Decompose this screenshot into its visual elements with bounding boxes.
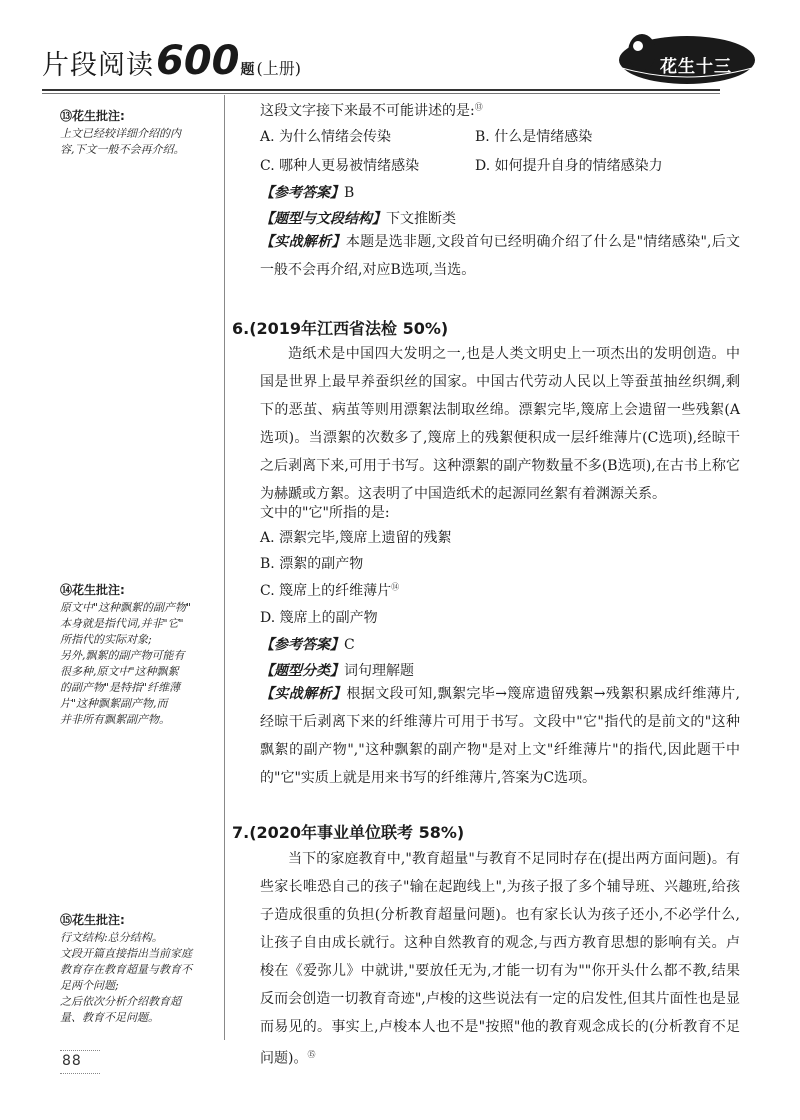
q6-analysis: [260, 680, 740, 792]
sidenote-line: 片"这种飘絮副产物,而: [60, 697, 168, 710]
type-label: 【题型分类】: [260, 663, 344, 679]
q6-option-a: A. 漂絮完毕,篾席上遗留的残絮: [260, 530, 452, 546]
analysis-label: 【实战解析】: [260, 686, 347, 702]
title-prefix: 片段阅读: [42, 50, 154, 81]
q5-option-a: A. 为什么情绪会传染: [260, 129, 392, 145]
q6-heading: 6.(2019年江西省法检 50%): [232, 319, 449, 338]
sidenote-line: 上文已经较详细介绍的内: [60, 127, 181, 140]
q5-option-c: C. 哪种人更易被情绪感染: [260, 158, 420, 174]
q5-question: [260, 100, 483, 120]
q5-options-row-1: [260, 126, 760, 146]
sidenote-line: 并非所有飘絮副产物。: [60, 713, 170, 726]
title-volume: (上册): [256, 59, 301, 78]
sidenote-line: 教育存在教育超量与教育不: [60, 963, 192, 976]
sidenote-title: ⑮花生批注:: [60, 913, 125, 927]
q6-option-c-text: C. 篾席上的纤维薄片: [260, 583, 392, 599]
sidenote-title: ⑬花生批注:: [60, 109, 125, 123]
q6-answer: [260, 634, 355, 654]
sidenote-line: 量、教育不足问题。: [60, 1011, 159, 1024]
sidenote-line: 的副产物"是特指"纤维薄: [60, 681, 181, 694]
answer-value: C: [344, 637, 355, 653]
sidenote-line: 本身就是指代词,并非"它": [60, 617, 184, 630]
sidenote-title: ⑭花生批注:: [60, 583, 125, 597]
note-ref-15: ⑮: [307, 1050, 316, 1059]
q5-option-b: B. 什么是情绪感染: [475, 129, 593, 145]
q5-option-d: D. 如何提升自身的情绪感染力: [475, 158, 663, 174]
sidenote-line: 行文结构:总分结构。: [60, 931, 163, 944]
sidenote-line: 另外,飘絮的副产物可能有: [60, 649, 185, 662]
q7-passage: [260, 845, 740, 1073]
header-rule: [42, 89, 720, 91]
page-number: 88: [62, 1053, 82, 1069]
answer-label: 【参考答案】: [260, 185, 344, 201]
header-rule-thin: [42, 93, 720, 94]
sidenote-line: 文段开篇直接指出当前家庭: [60, 947, 192, 960]
q5-analysis: [260, 228, 740, 284]
analysis-label: 【实战解析】: [260, 234, 346, 250]
book-title: [42, 38, 301, 88]
q6-option-d: D. 篾席上的副产物: [260, 610, 378, 626]
logo-text: 花生十三: [660, 57, 732, 77]
q6-question: 文中的"它"所指的是:: [260, 505, 390, 521]
type-value: 词句理解题: [344, 663, 414, 679]
q5-question-text: 这段文字接下来最不可能讲述的是:: [260, 103, 475, 119]
analysis-text: 根据文段可知,飘絮完毕→篾席遗留残絮→残絮积累成纤维薄片,经晾干后剥离下来的纤维薄片可用于书写。文段中"它"指代的是前文的"这种飘絮的副产物","这种飘絮的副产物"是对上文"纤维薄片"的指代,因此题干中的"它"实质上就是用来书写的纤维薄片,答案为C选项。: [260, 686, 740, 786]
answer-value: B: [344, 185, 355, 201]
q6-option-b: B. 漂絮的副产物: [260, 556, 364, 572]
sidenote-line: 足两个问题;: [60, 979, 119, 992]
title-unit: 题: [240, 62, 255, 78]
q5-options-row-2: [260, 155, 760, 175]
sidenote-line: 容,下文一般不会再介绍。: [60, 143, 185, 156]
type-label: 【题型与文段结构】: [260, 211, 386, 227]
type-value: 下文推断类: [386, 211, 456, 227]
sidenote-line: 很多种,原文中"这种飘絮: [60, 665, 179, 678]
q5-type: [260, 208, 456, 228]
sidenote-line: 之后依次分析介绍教育超: [60, 995, 181, 1008]
sidenote-line: 所指代的实际对象;: [60, 633, 152, 646]
sidenote-14: [60, 582, 218, 728]
q6-passage: 造纸术是中国四大发明之一,也是人类文明史上一项杰出的发明创造。中国是世界上最早养蚕织丝的国家。中国古代劳动人民以上等蚕茧抽丝织绸,剩下的恶茧、病茧等则用漂絮法制取丝绵。漂絮完毕,篾席上会遗留一些残絮(A选项)。当漂絮的次数多了,篾席上的残絮便积成一层纤维薄片(C选项),经晾干之后剥离下来,可用于书写。这种漂絮的副产物数量不多(B选项),在古书上称它为赫蹏或方絮。这表明了中国造纸术的起源同丝絮有着渊源关系。: [260, 346, 740, 502]
q7-heading: 7.(2020年事业单位联考 58%): [232, 823, 465, 842]
sidenote-line: 原文中"这种飘絮的副产物": [60, 601, 192, 614]
q6-option-c: [260, 580, 399, 600]
analysis-text: 本题是选非题,文段首句已经明确介绍了什么是"情绪感染",后文一般不会再介绍,对应B选项,当选。: [260, 234, 741, 278]
title-number: 600: [156, 38, 240, 84]
margin-divider: [224, 95, 225, 1040]
q6-type: [260, 660, 414, 680]
q7-passage-text: 当下的家庭教育中,"教育超量"与教育不足同时存在(提出两方面问题)。有些家长唯恐自己的孩子"输在起跑线上",为孩子报了多个辅导班、兴趣班,给孩子造成很重的负担(分析教育超量问题)。也有家长认为孩子还小,不必学什么,让孩子自由成长就行。这种自然教育的观念,与西方教育思想的影响有关。卢梭在《爱弥儿》中就讲,"要放任无为,才能一切有为""你开头什么都不教,结果反而会创造一切教育奇迹",卢梭的这些说法有一定的启发性,但其片面性也是显而易见的。事实上,卢梭本人也不是"按照"他的教育观念成长的(分析教育不足问题)。: [260, 851, 740, 1067]
note-ref-14: ⑭: [391, 582, 400, 592]
note-ref-13: ⑬: [474, 102, 483, 112]
q5-answer: [260, 182, 354, 202]
answer-label: 【参考答案】: [260, 637, 344, 653]
sidenote-13: [60, 108, 218, 158]
sidenote-15: [60, 912, 218, 1026]
